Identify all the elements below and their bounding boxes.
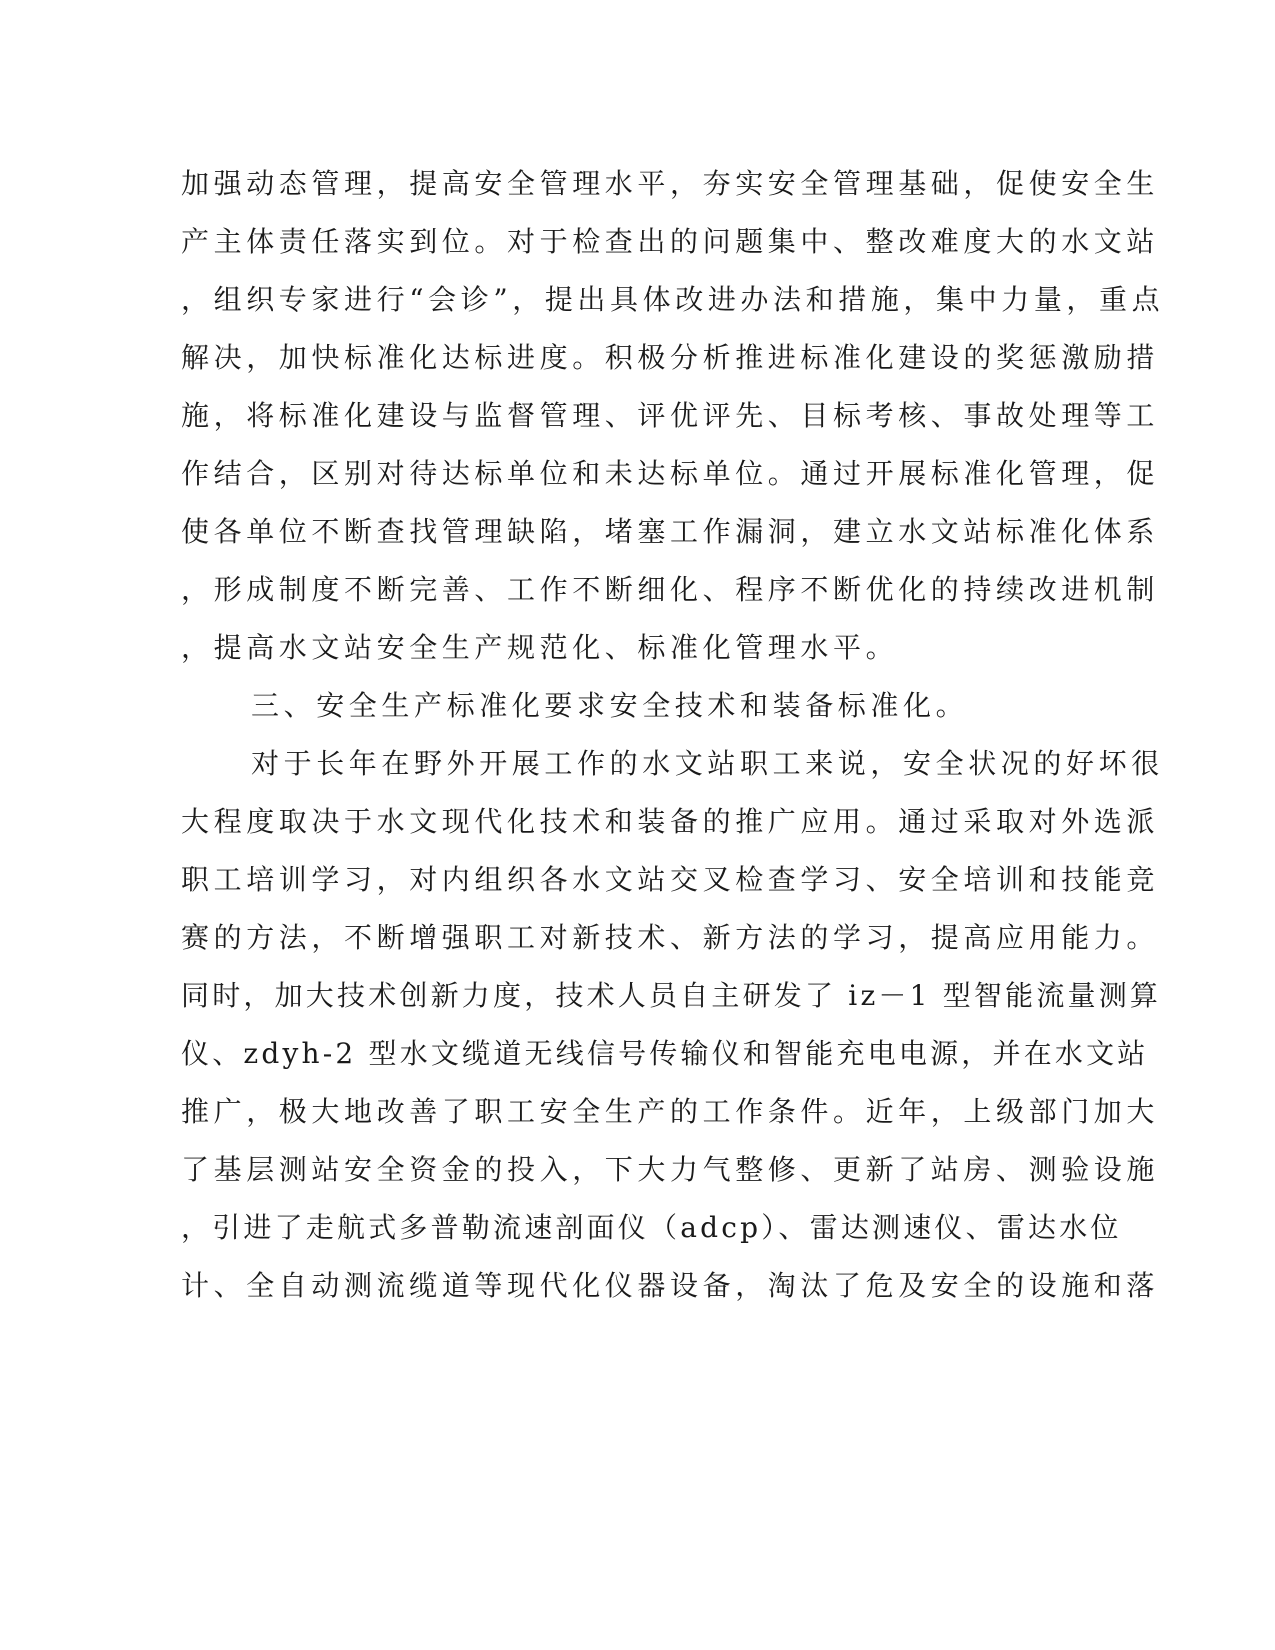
text-line: 仪、zdyh-2 型水文缆道无线信号传输仪和智能充电电源，并在水文站 <box>181 1037 1149 1070</box>
section-heading: 三、安全生产标准化要求安全技术和装备标准化。 <box>251 689 969 722</box>
text-line: ，组织专家进行“会诊”，提出具体改进办法和措施，集中力量，重点 <box>181 283 1165 316</box>
text-line: 大程度取决于水文现代化技术和装备的推广应用。通过采取对外选派 <box>181 805 1160 838</box>
text-line: 赛的方法，不断增强职工对新技术、新方法的学习，提高应用能力。 <box>181 921 1160 954</box>
text-line: 计、全自动测流缆道等现代化仪器设备，淘汰了危及安全的设施和落 <box>181 1269 1160 1302</box>
text-line: 产主体责任落实到位。对于检查出的问题集中、整改难度大的水文站 <box>181 225 1160 258</box>
text-line: 使各单位不断查找管理缺陷，堵塞工作漏洞，建立水文站标准化体系 <box>181 515 1160 548</box>
paragraph-first-line: 对于长年在野外开展工作的水文站职工来说，安全状况的好坏很 <box>251 747 1164 780</box>
text-line: 职工培训学习，对内组织各水文站交叉检查学习、安全培训和技能竞 <box>181 863 1160 896</box>
text-line: 解决，加快标准化达标进度。积极分析推进标准化建设的奖惩激励措 <box>181 341 1160 374</box>
text-line: 施，将标准化建设与监督管理、评优评先、目标考核、事故处理等工 <box>181 399 1160 432</box>
text-line: 作结合，区别对待达标单位和未达标单位。通过开展标准化管理，促 <box>181 457 1160 490</box>
text-line: 推广，极大地改善了职工安全生产的工作条件。近年，上级部门加大 <box>181 1095 1160 1128</box>
text-line: 加强动态管理，提高安全管理水平，夯实安全管理基础，促使安全生 <box>181 167 1160 200</box>
text-line: ，形成制度不断完善、工作不断细化、程序不断优化的持续改进机制 <box>181 573 1160 606</box>
text-line: 同时，加大技术创新力度，技术人员自主研发了 iz－1 型智能流量测算 <box>181 979 1162 1012</box>
body-text <box>181 155 1165 1315</box>
text-line: ，引进了走航式多普勒流速剖面仪（adcp）、雷达测速仪、雷达水位 <box>181 1211 1122 1244</box>
text-line: ，提高水文站安全生产规范化、标准化管理水平。 <box>181 631 899 664</box>
text-line: 了基层测站安全资金的投入，下大力气整修、更新了站房、测验设施 <box>181 1153 1160 1186</box>
